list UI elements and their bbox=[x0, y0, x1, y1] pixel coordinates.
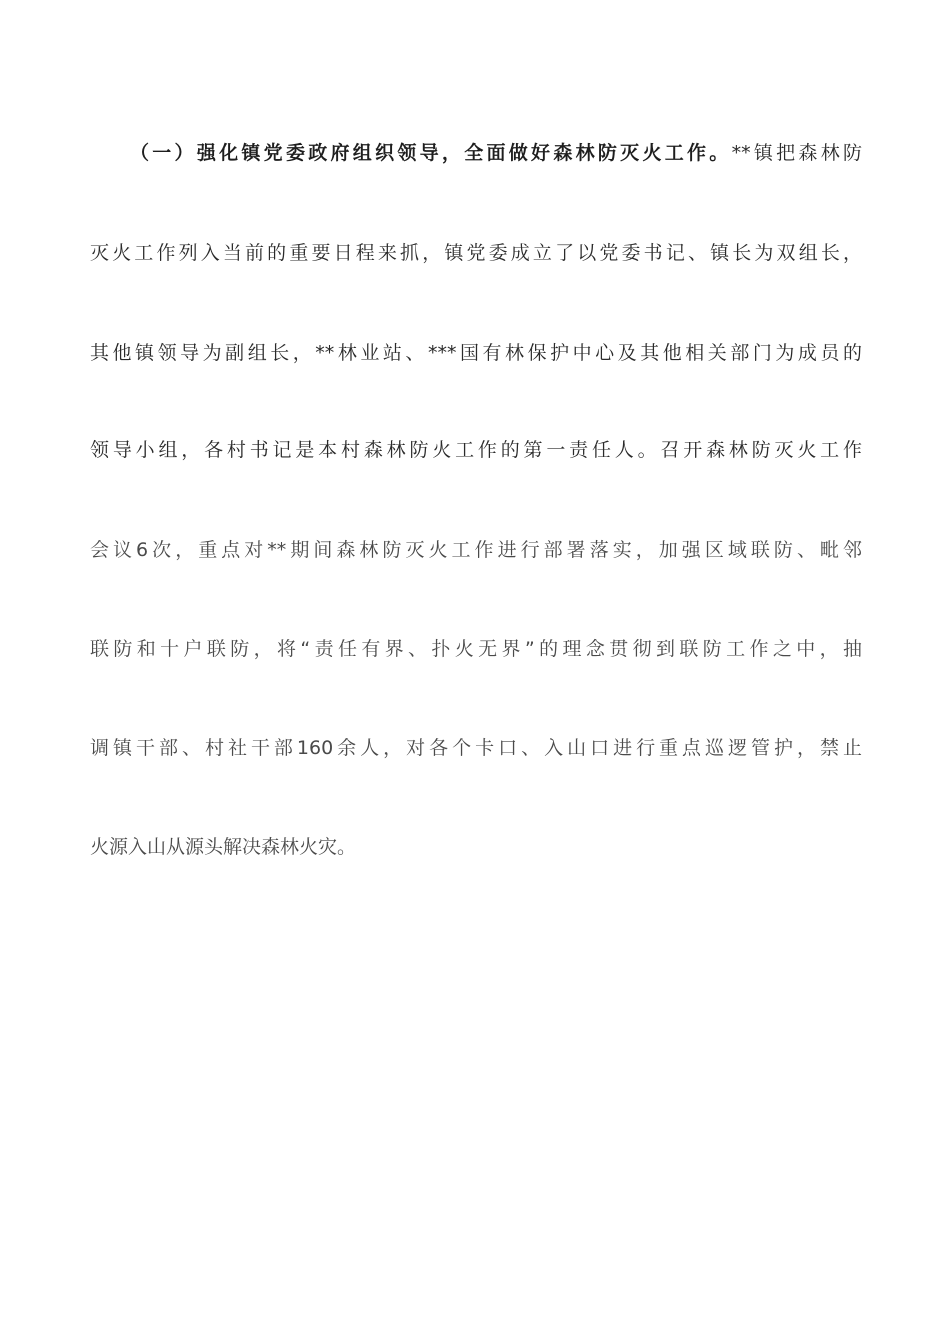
paragraph-line-6: 联防和十户联防，将“责任有界、扑火无界”的理念贯彻到联防工作之中，抽 bbox=[90, 638, 862, 660]
section-heading: （一）强化镇党委政府组织领导，全面做好森林防灭火工作。 bbox=[130, 142, 732, 164]
paragraph-line-8: 火源入山从源头解决森林火灾。 bbox=[90, 836, 357, 858]
paragraph-text: **镇把森林防 bbox=[731, 142, 862, 164]
paragraph-line-2: 灭火工作列入当前的重要日程来抓，镇党委成立了以党委书记、镇长为双组长， bbox=[90, 242, 862, 264]
paragraph-line-3: 其他镇领导为副组长，**林业站、***国有林保护中心及其他相关部门为成员的 bbox=[90, 342, 862, 364]
paragraph-line-7: 调镇干部、村社干部160余人，对各个卡口、入山口进行重点巡逻管护，禁止 bbox=[90, 737, 862, 759]
paragraph-line-4: 领导小组，各村书记是本村森林防火工作的第一责任人。召开森林防灭火工作 bbox=[90, 439, 862, 461]
paragraph-line-5: 会议6次，重点对**期间森林防灭火工作进行部署落实，加强区域联防、毗邻 bbox=[90, 539, 862, 561]
paragraph-line-1 bbox=[130, 138, 862, 168]
